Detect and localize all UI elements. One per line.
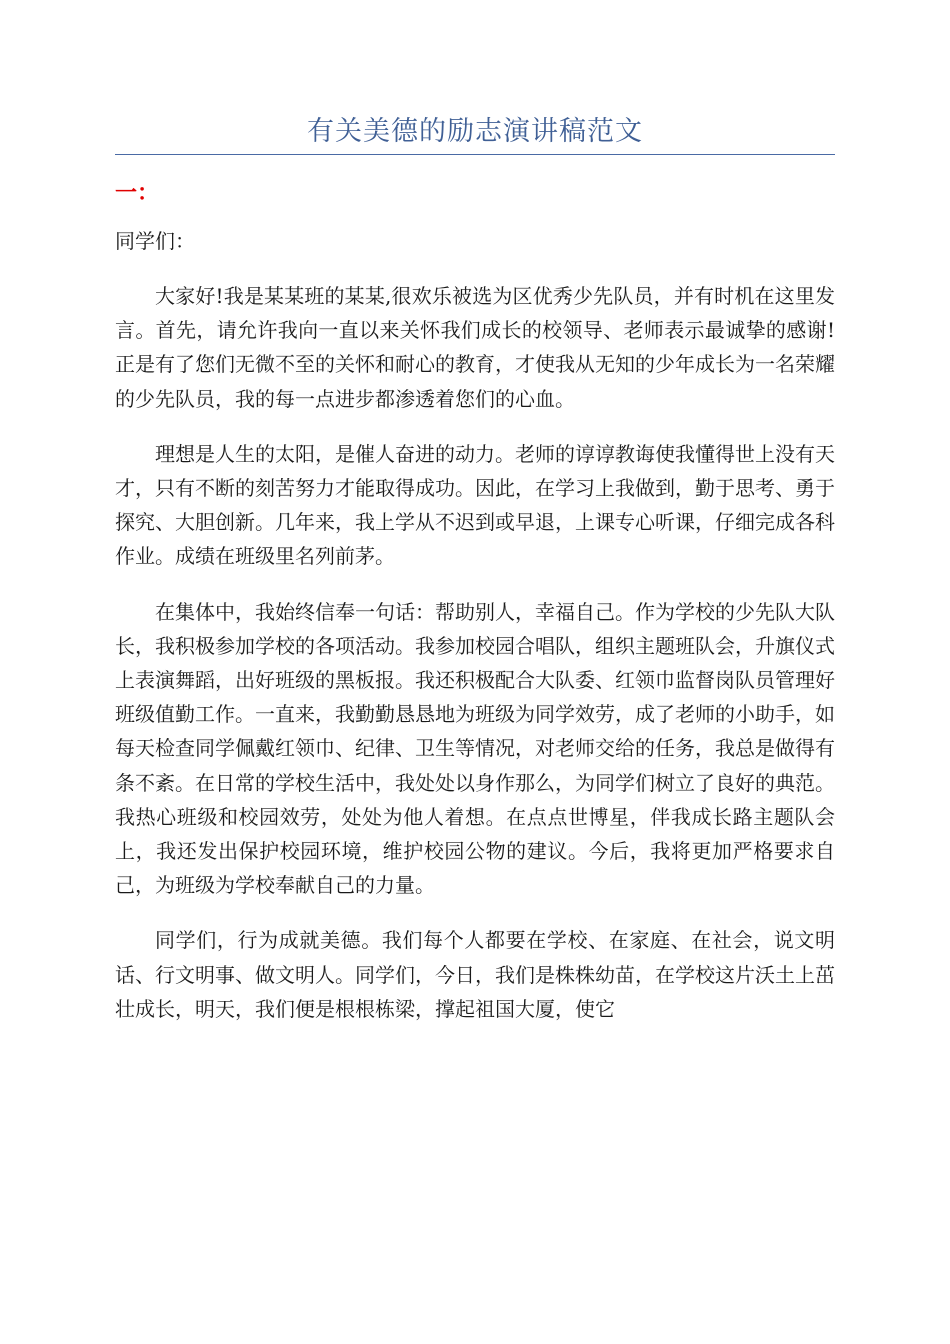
document-body (115, 279, 835, 1047)
document-title: 有关美德的励志演讲稿范文 (307, 116, 643, 147)
salutation: 同学们： (115, 229, 195, 253)
title-underline (115, 154, 835, 155)
section-marker: 一： (115, 180, 160, 206)
paragraph: 在集体中，我始终信奉一句话：帮助别人，幸福自己。作为学校的少先队大队长，我积极参加学校的各项活动。我参加校园合唱队，组织主题班队会，升旗仪式上表演舞蹈，出好班级的黑板报。我还积极配合大队委、红领巾监督岗队员管理好班级值勤工作。一直来，我勤勤恳恳地为班级为同学效劳，成了老师的小助手，如每天检查同学佩戴红领巾、纪律、卫生等情况，对老师交给的任务，我总是做得有条不紊。在日常的学校生活中，我处处以身作那么，为同学们树立了良好的典范。我热心班级和校园效劳，处处为他人着想。在点点世博星，伴我成长路主题队会上，我还发出保护校园环境，维护校园公物的建议。今后，我将更加严格要求自己，为班级为学校奉献自己的力量。 (115, 599, 835, 898)
paragraph: 大家好!我是某某班的某某,很欢乐被选为区优秀少先队员，并有时机在这里发言。首先，请允许我向一直以来关怀我们成长的校领导、老师表示最诚挚的感谢!正是有了您们无微不至的关怀和耐心的教育，才使我从无知的少年成长为一名荣耀的少先队员，我的每一点进步都渗透着您们的心血。 (115, 284, 835, 411)
paragraph: 理想是人生的太阳，是催人奋进的动力。老师的谆谆教诲使我懂得世上没有天才，只有不断的刻苦努力才能取得成功。因此，在学习上我做到，勤于思考、勇于探究、大胆创新。几年来，我上学从不迟到或早退，上课专心听课，仔细完成各科作业。成绩在班级里名列前茅。 (115, 441, 835, 569)
paragraph: 同学们，行为成就美德。我们每个人都要在学校、在家庭、在社会，说文明话、行文明事、做文明人。同学们，今日，我们是株株幼苗，在学校这片沃土上茁壮成长，明天，我们便是根根栋梁，撑起祖国大厦，使它 (115, 928, 835, 1021)
